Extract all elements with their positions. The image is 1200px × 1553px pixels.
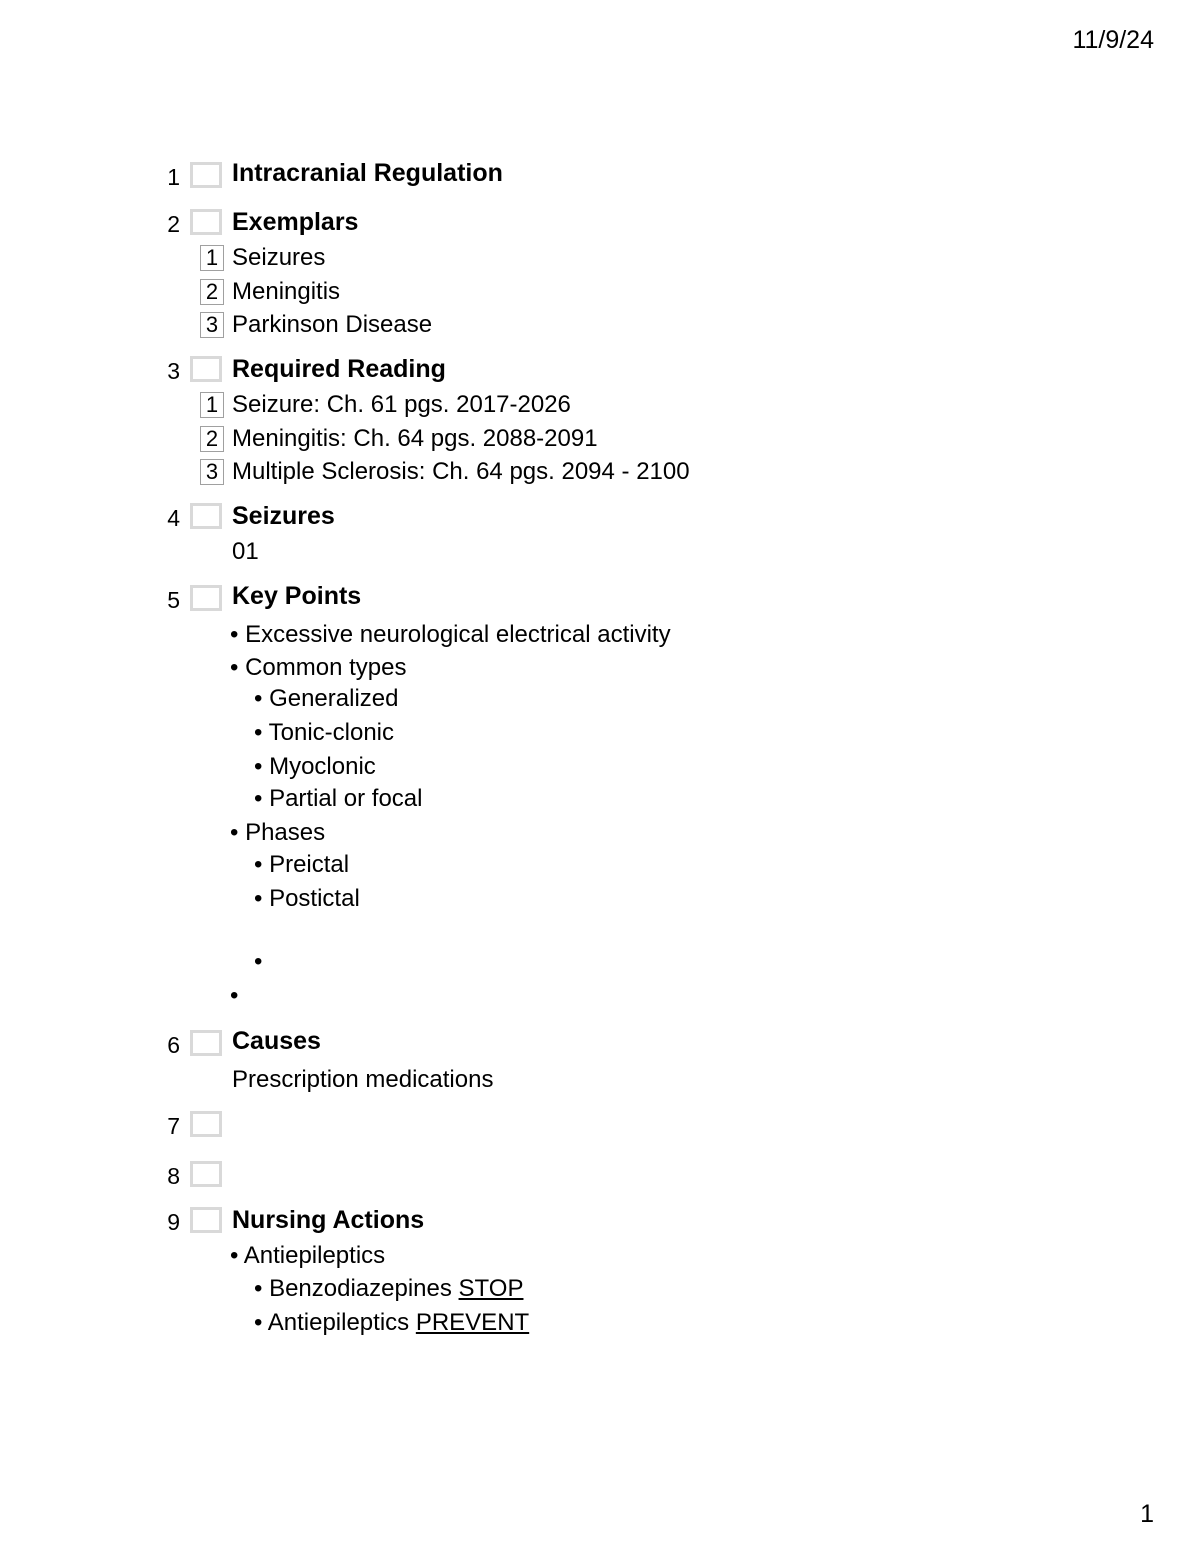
- list-number: 1: [200, 245, 224, 271]
- slide-thumbnail[interactable]: [190, 1207, 222, 1233]
- emphasis-prevent: PREVENT: [415, 1309, 530, 1336]
- list-item: Parkinson Disease: [232, 311, 433, 338]
- bullet-item: • Tonic-clonic: [254, 719, 395, 746]
- bullet-item: • Common types: [230, 654, 407, 681]
- slide-title: Seizures: [232, 502, 335, 530]
- slide-number: 1: [167, 164, 180, 190]
- slide-title: Required Reading: [232, 355, 446, 383]
- slide-subtitle: Prescription medications: [232, 1066, 494, 1093]
- bullet-item: •: [230, 982, 239, 1009]
- emphasis-stop: STOP: [458, 1275, 524, 1302]
- bullet-item: • Excessive neurological electrical activity: [230, 621, 671, 648]
- bullet-item: • Postictal: [254, 885, 360, 912]
- bullet-item: • Antiepileptics: [230, 1242, 386, 1269]
- bullet-item: • Phases: [230, 819, 326, 846]
- list-item: Seizures: [232, 244, 326, 271]
- list-item: Meningitis: Ch. 64 pgs. 2088-2091: [232, 425, 598, 452]
- slide-thumbnail[interactable]: [190, 209, 222, 235]
- list-item: Meningitis: [232, 278, 341, 305]
- slide-thumbnail[interactable]: [190, 356, 222, 382]
- bullet-item: [254, 1275, 523, 1303]
- bullet-item: [254, 1309, 529, 1337]
- slide-title: Key Points: [232, 582, 362, 610]
- bullet-text: • Benzodiazepines: [254, 1275, 452, 1302]
- list-number: 3: [200, 312, 224, 338]
- bullet-item: • Partial or focal: [254, 785, 423, 812]
- slide-number: 9: [167, 1209, 180, 1235]
- bullet-item: •: [254, 948, 263, 975]
- slide-title: Exemplars: [232, 208, 359, 236]
- list-number: 2: [200, 279, 224, 305]
- slide-number: 8: [167, 1163, 180, 1189]
- bullet-item: • Generalized: [254, 685, 399, 712]
- slide-thumbnail[interactable]: [190, 162, 222, 188]
- list-number: 3: [200, 459, 224, 485]
- slide-thumbnail[interactable]: [190, 585, 222, 611]
- slide-title: Intracranial Regulation: [232, 159, 503, 187]
- list-item: Seizure: Ch. 61 pgs. 2017-2026: [232, 391, 571, 418]
- bullet-text: • Antiepileptics: [254, 1309, 410, 1336]
- list-item: Multiple Sclerosis: Ch. 64 pgs. 2094 - 2100: [232, 458, 690, 485]
- slide-thumbnail[interactable]: [190, 1111, 222, 1137]
- bullet-item: • Preictal: [254, 851, 350, 878]
- list-number: 1: [200, 392, 224, 418]
- page-number: 1: [1140, 1500, 1154, 1528]
- slide-thumbnail[interactable]: [190, 1030, 222, 1056]
- slide-title: Causes: [232, 1027, 321, 1055]
- slide-title: Nursing Actions: [232, 1206, 425, 1234]
- slide-number: 4: [167, 505, 180, 531]
- slide-number: 7: [167, 1113, 180, 1139]
- slide-number: 2: [167, 211, 180, 237]
- page-date: 11/9/24: [1072, 26, 1154, 54]
- slide-thumbnail[interactable]: [190, 1161, 222, 1187]
- slide-subtitle: 01: [232, 538, 259, 565]
- bullet-item: • Myoclonic: [254, 753, 376, 780]
- slide-number: 3: [167, 358, 180, 384]
- list-number: 2: [200, 426, 224, 452]
- slide-number: 5: [167, 587, 180, 613]
- slide-thumbnail[interactable]: [190, 503, 222, 529]
- slide-number: 6: [167, 1032, 180, 1058]
